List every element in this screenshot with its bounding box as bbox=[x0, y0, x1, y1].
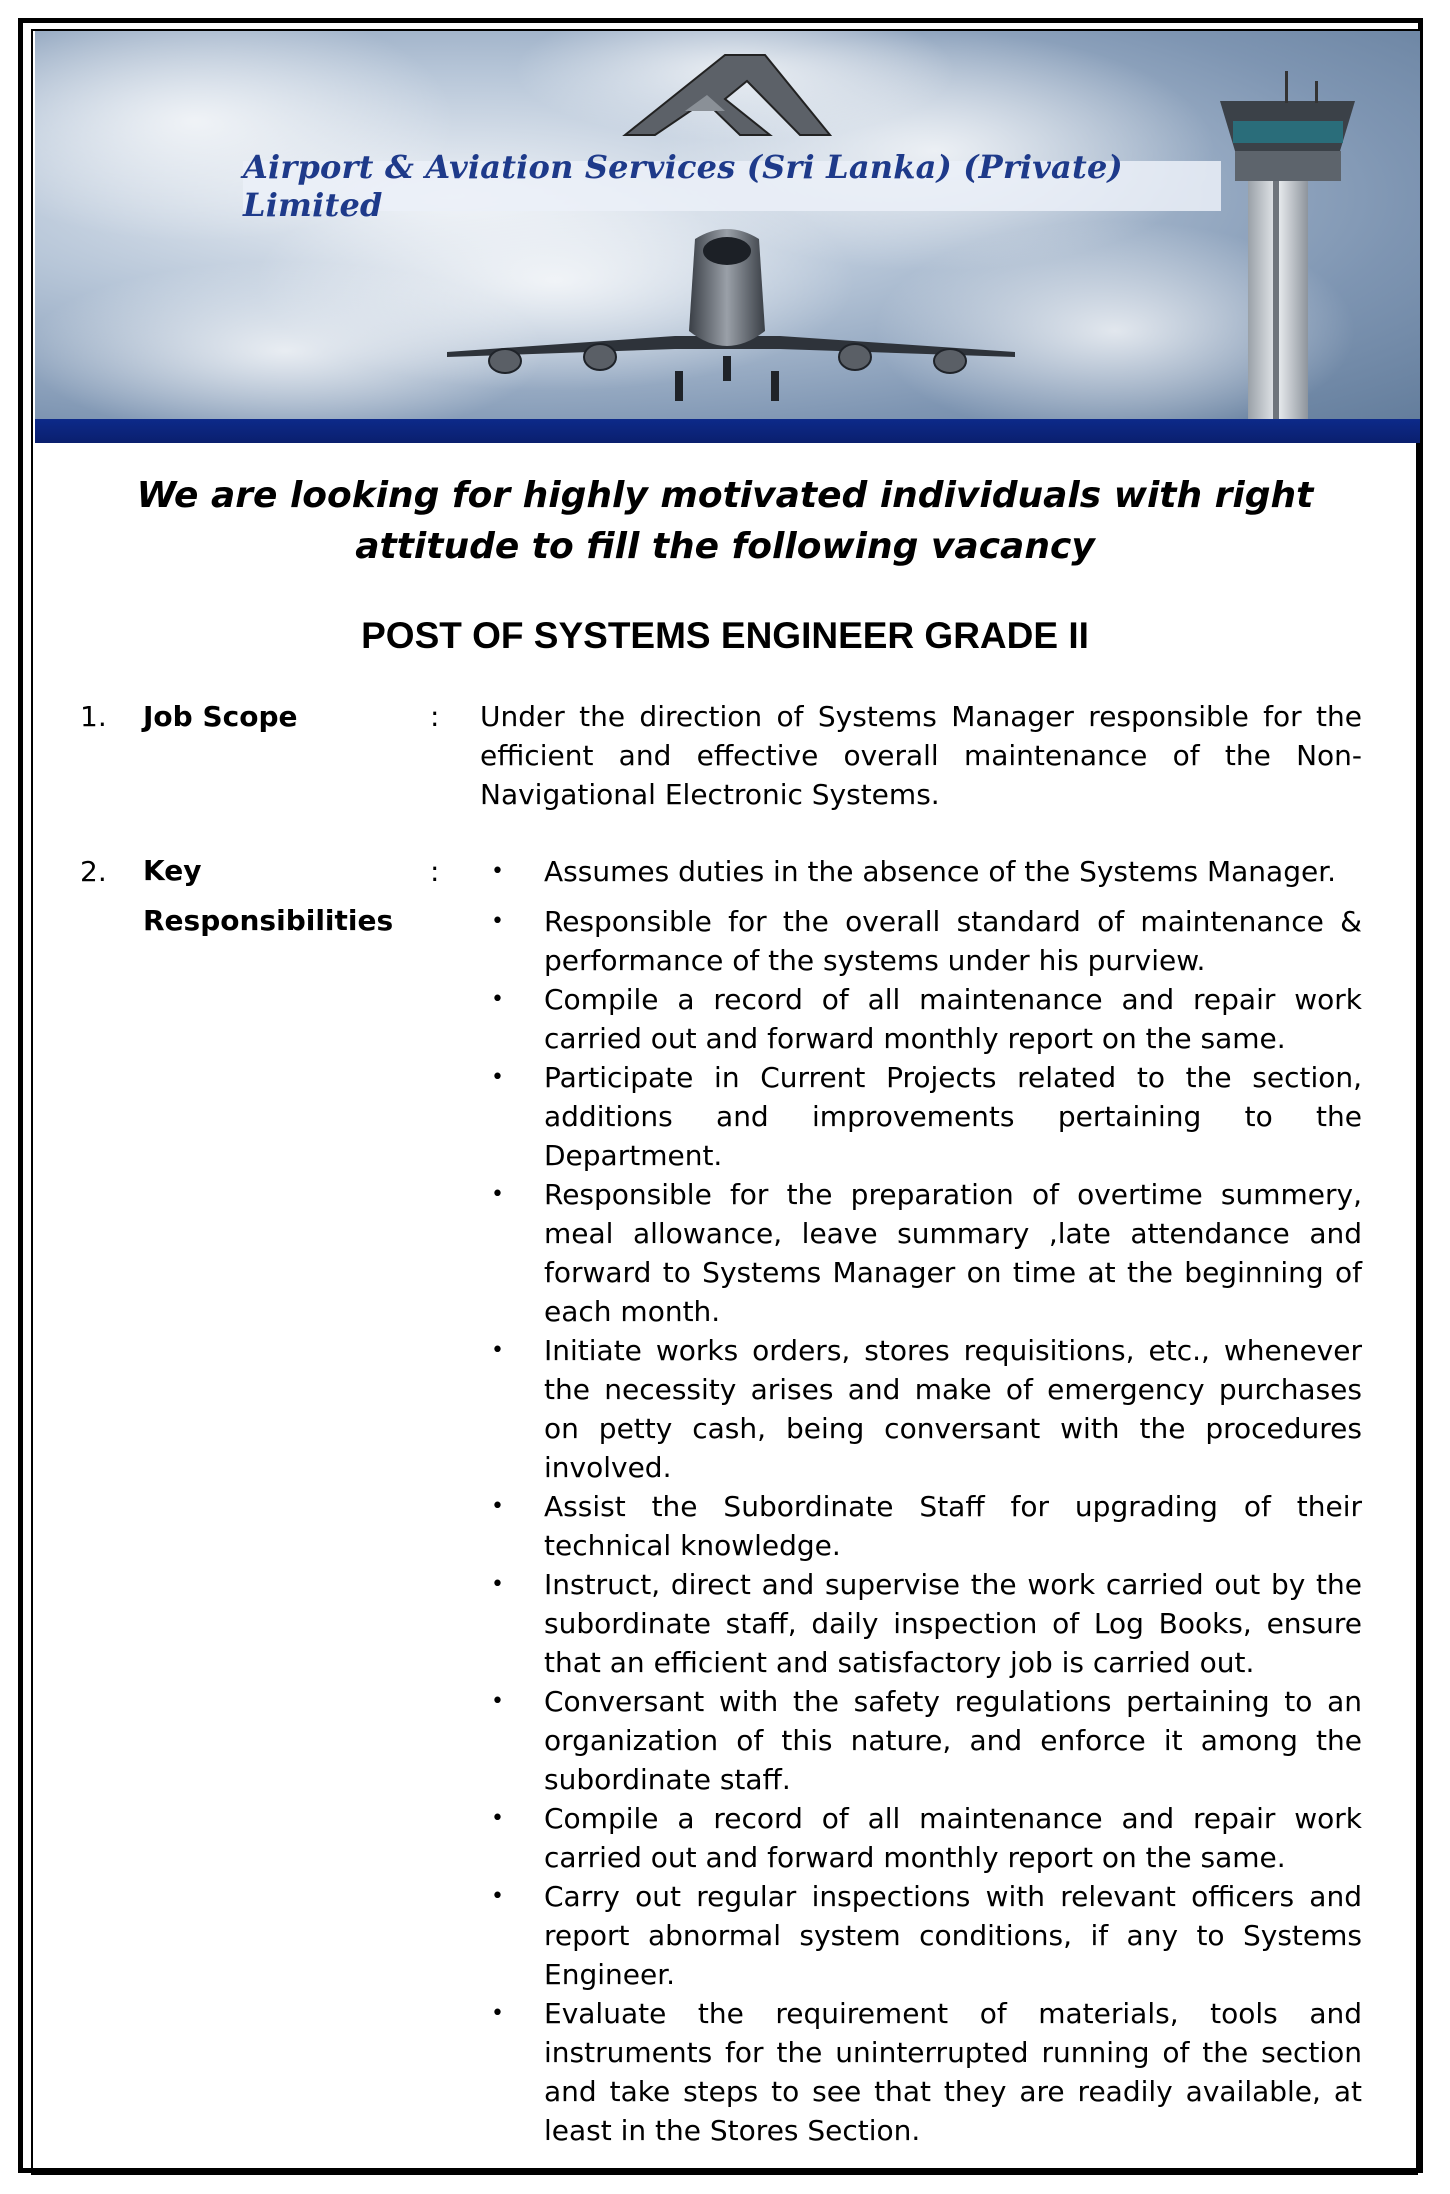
list-item: • Responsible for the preparation of overtime summery, meal allowance, leave summary ,late attendance and forward to Systems Manager on time at the beginning of each month. bbox=[480, 1175, 1362, 1331]
bullet-icon: • bbox=[491, 1572, 504, 1597]
key-responsibilities-colon: : bbox=[430, 855, 440, 888]
bullet-icon: • bbox=[491, 1065, 504, 1090]
job-scope-colon: : bbox=[430, 700, 440, 733]
job-scope-number: 1. bbox=[80, 700, 107, 733]
headline-line-2: attitude to fill the following vacancy bbox=[355, 526, 1095, 567]
list-item: • Compile a record of all maintenance and repair work carried out and forward monthly report on the same. bbox=[480, 980, 1362, 1058]
bullet-icon: • bbox=[491, 1689, 504, 1714]
bullet-icon: • bbox=[491, 1884, 504, 1909]
key-responsibilities-label-line-1: Key bbox=[143, 854, 202, 887]
job-scope-text: Under the direction of Systems Manager responsible for the efficient and effective overall maintenance of the Non-Navigational Electronic Systems. bbox=[480, 700, 1362, 811]
bullet-icon: • bbox=[491, 1494, 504, 1519]
banner-blue-strip bbox=[35, 419, 1420, 443]
sky-background bbox=[35, 31, 1420, 443]
post-title: POST OF SYSTEMS ENGINEER GRADE II bbox=[361, 615, 1089, 656]
bullet-icon: • bbox=[491, 909, 504, 934]
bullet-icon: • bbox=[491, 1182, 504, 1207]
list-item: • Instruct, direct and supervise the work carried out by the subordinate staff, daily inspection of Log Books, ensure that an efficient and satisfactory job is carried out. bbox=[480, 1565, 1362, 1682]
list-item: • Evaluate the requirement of materials, tools and instruments for the uninterrupted running of the section and take steps to see that they are readily available, at least in the Stores Section. bbox=[480, 1994, 1362, 2150]
bullet-icon: • bbox=[491, 1338, 504, 1363]
bullet-icon: • bbox=[491, 987, 504, 1012]
list-item: • Initiate works orders, stores requisitions, etc., whenever the necessity arises and make of emergency purchases on petty cash, being conversant with the procedures involved. bbox=[480, 1331, 1362, 1487]
list-item: • Compile a record of all maintenance and repair work carried out and forward monthly report on the same. bbox=[480, 1799, 1362, 1877]
list-item: • Assumes duties in the absence of the Systems Manager. bbox=[480, 852, 1362, 891]
list-item: • Conversant with the safety regulations pertaining to an organization of this nature, and enforce it among the subordinate staff. bbox=[480, 1682, 1362, 1799]
key-responsibilities-label-line-2: Responsibilities bbox=[143, 904, 394, 937]
headline-line-1: We are looking for highly motivated individuals with right bbox=[136, 475, 1314, 516]
bullet-icon: • bbox=[491, 1806, 504, 1831]
list-item: • Carry out regular inspections with relevant officers and report abnormal system conditions, if any to Systems Engineer. bbox=[480, 1877, 1362, 1994]
responsibilities-list bbox=[480, 852, 1362, 2150]
header-banner bbox=[35, 31, 1420, 443]
vacancy-headline bbox=[60, 470, 1390, 572]
company-name-plate bbox=[243, 148, 1221, 224]
key-responsibilities-number: 2. bbox=[80, 855, 107, 888]
list-item: • Assist the Subordinate Staff for upgrading of their technical knowledge. bbox=[480, 1487, 1362, 1565]
bullet-icon: • bbox=[491, 859, 504, 884]
bullet-icon: • bbox=[491, 2001, 504, 2026]
list-item: • Participate in Current Projects related to the section, additions and improvements pertaining to the Department. bbox=[480, 1058, 1362, 1175]
list-item: • Responsible for the overall standard of maintenance & performance of the systems under his purview. bbox=[480, 902, 1362, 980]
company-name: Airport & Aviation Services (Sri Lanka) (Private) Limited bbox=[243, 148, 1123, 224]
job-scope-label: Job Scope bbox=[143, 700, 298, 733]
